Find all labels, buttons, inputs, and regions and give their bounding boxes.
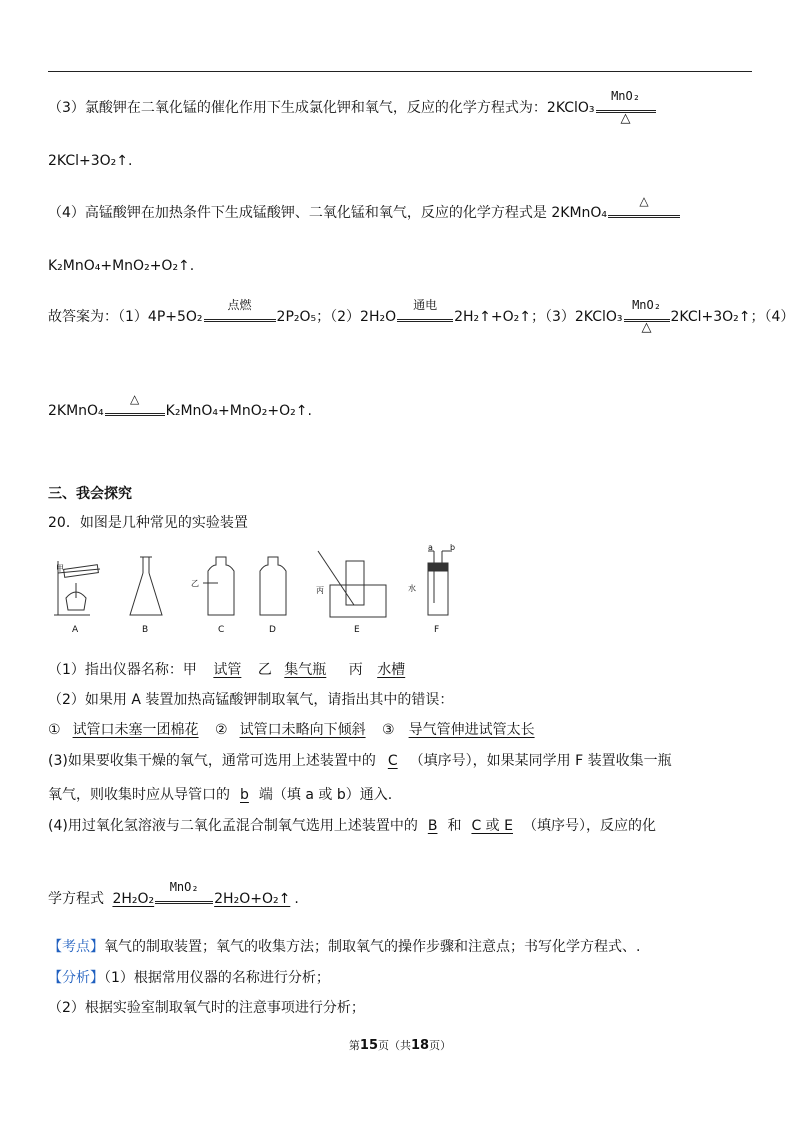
q20-part1 bbox=[48, 660, 415, 680]
answer-part2: 2H₂↑+O₂↑；（3）2KClO₃ bbox=[454, 309, 623, 325]
figure-label-b: b bbox=[450, 543, 456, 552]
error-2: 试管口未略向下倾斜 bbox=[239, 722, 366, 738]
q4-text-c: 学方程式 bbox=[48, 891, 104, 907]
figure-caption-b: B bbox=[142, 625, 149, 635]
apparatus-figure bbox=[48, 543, 468, 643]
electrify-label: 通电 bbox=[413, 298, 438, 312]
section-title: 三、我会探究 bbox=[48, 486, 132, 502]
page-number: 15 bbox=[359, 1038, 378, 1053]
q4-equation bbox=[108, 880, 294, 907]
page-total: 18 bbox=[411, 1038, 430, 1053]
page-footer bbox=[0, 1037, 800, 1053]
fenxi-text: （1）根据常用仪器的名称进行分析； bbox=[104, 970, 330, 986]
answer-jia: 试管 bbox=[213, 662, 242, 678]
figure-label-jia: 甲 bbox=[56, 564, 64, 573]
equation-sign bbox=[397, 298, 453, 327]
equation-sign bbox=[608, 194, 680, 223]
answer-part4-reactant: 2KMnO₄ bbox=[48, 403, 104, 419]
ignite-label: 点燃 bbox=[227, 298, 252, 312]
fenxi-label: 【分析】 bbox=[48, 970, 104, 986]
q3-text-d: 端（填 a 或 b）通入. bbox=[258, 787, 393, 803]
q1-yi-label: 乙 bbox=[257, 662, 272, 678]
q4-text-b: （填序号），反应的化 bbox=[522, 818, 656, 834]
q20-part4-line2 bbox=[48, 880, 299, 909]
answer-prefix: 故答案为：（1）4P+5O₂ bbox=[48, 309, 203, 325]
equation-sign bbox=[105, 392, 165, 421]
answer-part4-product: K₂MnO₄+MnO₂+O₂↑. bbox=[165, 403, 312, 419]
para-4-line1 bbox=[48, 194, 681, 223]
answer-part1: 2P₂O₅；（2）2H₂O bbox=[276, 309, 397, 325]
q1-prefix: （1）指出仪器名称：甲 bbox=[48, 662, 197, 678]
answer-part3: 2KCl+3O₂↑；（4） bbox=[670, 309, 795, 325]
catalyst-label: MnO₂ bbox=[611, 89, 640, 103]
q3-answer-2: b bbox=[240, 787, 249, 803]
q20-part2: （2）如果用 A 装置加热高锰酸钾制取氧气，请指出其中的错误： bbox=[48, 692, 454, 708]
error-1-number: ① bbox=[48, 722, 61, 738]
figure-caption-d: D bbox=[269, 625, 276, 635]
q4-and: 和 bbox=[447, 818, 462, 834]
footer-suffix: 页） bbox=[429, 1039, 452, 1052]
answer-line2 bbox=[48, 392, 312, 421]
error-3: 导气管伸进试管太长 bbox=[408, 722, 535, 738]
figure-label-water: 水 bbox=[408, 584, 416, 593]
heat-symbol: △ bbox=[641, 320, 652, 335]
answer-bing: 水槽 bbox=[377, 662, 406, 678]
q4-reactant: 2H₂O₂ bbox=[112, 891, 155, 907]
error-3-number: ③ bbox=[382, 722, 395, 738]
fenxi-line2: （2）根据实验室制取氧气时的注意事项进行分析； bbox=[48, 1000, 365, 1016]
footer-middle: 页（共 bbox=[378, 1039, 411, 1052]
para-4-lead: （4）高锰酸钾在加热条件下生成锰酸钾、二氧化锰和氧气，反应的化学方程式是 2KMnO₄ bbox=[48, 205, 608, 221]
heat-symbol: △ bbox=[639, 194, 649, 208]
figure-caption-a: A bbox=[72, 625, 79, 635]
para-3-reactant: 2KClO₃ bbox=[546, 100, 595, 116]
q4-text-a: (4)用过氧化氢溶液与二氧化孟混合制氧气选用上述装置中的 bbox=[48, 818, 418, 834]
q20-part2-errors bbox=[48, 720, 549, 740]
q20-part3-line1 bbox=[48, 751, 672, 771]
q3-text-b: （填序号），如果某同学用 F 装置收集一瓶 bbox=[409, 753, 672, 769]
question-20-title: 20．如图是几种常见的实验装置 bbox=[48, 515, 248, 531]
q1-bing-label: 丙 bbox=[348, 662, 363, 678]
equation-sign bbox=[624, 298, 670, 335]
q20-part3-line2 bbox=[48, 785, 392, 805]
q4-answer-1: B bbox=[427, 818, 438, 834]
para-3-line1 bbox=[48, 89, 657, 126]
figure-caption-f: F bbox=[434, 625, 440, 635]
kaodian-line bbox=[48, 937, 640, 957]
q4-product: 2H₂O+O₂↑ bbox=[214, 891, 291, 907]
figure-caption-e: E bbox=[354, 625, 360, 635]
para-4-line2: K₂MnO₄+MnO₂+O₂↑. bbox=[48, 258, 195, 274]
equation-sign bbox=[204, 298, 276, 327]
q3-answer-1: C bbox=[387, 753, 398, 769]
catalyst-label: MnO₂ bbox=[169, 880, 199, 894]
kaodian-label: 【考点】 bbox=[48, 939, 104, 955]
q3-text-c: 氧气，则收集时应从导管口的 bbox=[48, 787, 230, 803]
catalyst-label: MnO₂ bbox=[632, 298, 661, 312]
kaodian-text: 氧气的制取装置；氧气的收集方法；制取氧气的操作步骤和注意点；书写化学方程式、. bbox=[104, 939, 641, 955]
footer-prefix: 第 bbox=[348, 1039, 360, 1052]
figure-caption-c: C bbox=[218, 625, 225, 635]
answer-line1 bbox=[48, 298, 795, 335]
header-rule bbox=[48, 71, 752, 72]
fenxi-line bbox=[48, 968, 330, 988]
apparatus-drawing bbox=[48, 543, 468, 643]
answer-yi: 集气瓶 bbox=[284, 662, 327, 678]
para-3-line2: 2KCl+3O₂↑. bbox=[48, 153, 133, 169]
heat-symbol: △ bbox=[130, 392, 140, 406]
error-1: 试管口未塞一团棉花 bbox=[72, 722, 199, 738]
figure-label-bing: 丙 bbox=[316, 586, 324, 595]
q4-end: . bbox=[294, 891, 299, 907]
q20-part4-line1 bbox=[48, 816, 656, 836]
figure-label-yi: 乙 bbox=[191, 579, 199, 588]
error-2-number: ② bbox=[215, 722, 228, 738]
equation-sign bbox=[596, 89, 656, 126]
figure-label-a: a bbox=[428, 543, 433, 552]
q4-answer-2: C 或 E bbox=[471, 818, 513, 834]
para-3-lead: （3）氯酸钾在二氧化锰的催化作用下生成氯化钾和氧气，反应的化学方程式为： bbox=[48, 100, 547, 116]
q3-text-a: (3)如果要收集干燥的氧气，通常可选用上述装置中的 bbox=[48, 753, 376, 769]
heat-symbol: △ bbox=[620, 111, 631, 126]
equation-sign bbox=[155, 880, 213, 909]
